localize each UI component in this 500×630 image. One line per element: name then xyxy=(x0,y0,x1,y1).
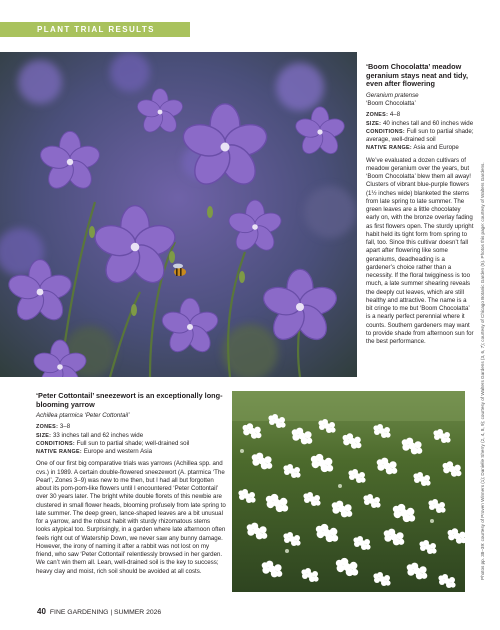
yarrow-range xyxy=(36,448,226,456)
yarrow-photo-art xyxy=(232,391,465,592)
yarrow-conditions-label: CONDITIONS: xyxy=(36,440,75,447)
yarrow-conditions-value: Full sun to partial shade; well-drained soil xyxy=(76,439,190,447)
section-banner-label: PLANT TRIAL RESULTS xyxy=(37,25,155,34)
publication-line: FINE GARDENING | SUMMER 2026 xyxy=(49,609,162,616)
geranium-body-text: We’ve evaluated a dozen cultivars of meadow geranium over the years, but ‘Boom Chocolatta’ blew them all away! Clusters of vibrant blue-purple flowers (1½ inches wide) blanketed the stems from late spring to late summer. The green leaves are a little chocolatey early on, with the bronze overlay fading as first flowers open. The sturdy upright habit held its tight form from spring to fall, too. Since this cultivar doesn’t fall apart after flowering like some geraniums, deadheading is a gardener’s choice rather than a necessity. If the floral twigginess is too much, a late summer shearing reveals the deeply cut leaves, which are still healthy and attractive. The name is a bit cringe to me but ‘Boom Chocolatta’ is a nearly perfect perennial where it counts. Southern gardeners may want to provide shade from afternoon sun for the best performance. xyxy=(366,156,474,346)
photo-credit: Photos pp. 38–39: courtesy of Proven Winners (1); Danielle Sherry (2, 4, 8, 9); courtesy of Walters Gardens (3, 6, 7); courtesy of Chicago Botanic Garden (5). Photos this page: courtesy of Walters Gardens. xyxy=(480,162,485,580)
page-folio xyxy=(37,607,161,616)
geranium-cultivar-name: ‘Boom Chocolatta’ xyxy=(366,100,416,108)
geranium-article xyxy=(366,63,474,346)
yarrow-zones-label: ZONES: xyxy=(36,424,59,431)
geranium-photo-art xyxy=(0,52,357,377)
yarrow-photo xyxy=(232,391,465,592)
geranium-size xyxy=(366,120,474,128)
page-number: 40 xyxy=(37,607,46,616)
geranium-zones xyxy=(366,111,474,119)
geranium-conditions-value: Full sun to partial shade; average, well-drained soil xyxy=(366,127,474,144)
geranium-size-label: SIZE: xyxy=(366,120,382,127)
geranium-range-value: Asia and Europe xyxy=(413,144,459,152)
yarrow-specs xyxy=(36,423,226,456)
geranium-zones-label: ZONES: xyxy=(366,112,389,119)
yarrow-article xyxy=(36,392,226,576)
yarrow-size-label: SIZE: xyxy=(36,432,52,439)
yarrow-range-label: NATIVE RANGE: xyxy=(36,449,83,456)
yarrow-zones-value: 3–8 xyxy=(59,423,71,431)
geranium-range xyxy=(366,144,474,152)
section-banner xyxy=(0,22,190,37)
yarrow-conditions xyxy=(36,440,226,448)
yarrow-latin-name: Achillea ptarmica ‘Peter Cottontail’ xyxy=(36,412,130,420)
geranium-specs xyxy=(366,111,474,152)
yarrow-headline: ‘Peter Cottontail’ sneezewort is an exceptionally long-blooming yarrow xyxy=(36,391,223,409)
geranium-headline: ‘Boom Chocolatta’ meadow geranium stays neat and tidy, even after flowering xyxy=(366,62,469,89)
geranium-photo xyxy=(0,52,357,377)
yarrow-zones xyxy=(36,423,226,431)
geranium-size-value: 40 inches tall and 60 inches wide xyxy=(383,119,474,127)
geranium-range-label: NATIVE RANGE: xyxy=(366,145,413,152)
geranium-zones-value: 4–8 xyxy=(389,111,401,119)
yarrow-body-text: One of our first big comparative trials was yarrows (Achillea spp. and cvs.) in 1989. A certain double-flowered sneezewort (A. ptarmica ‘The Pearl’, Zones 3–9) was new to me then, but I had all but forgotten about its pom-pom-like flowers until I encountered ‘Peter Cottontail’ over 30 years later. The bright white double florets of this newbie are clustered in small flower heads, blooming profusely from late spring to late summer. The deep green, lance-shaped leaves are a bit unusual for a yarrow, and the robust habit with sturdy rhizomatous stems looks atypical too. Surprisingly, in a garden where late afternoon often feels right out of Watership Down, we never saw any bunny damage. However, the irony of naming it after a rabbit was not lost on my friend, who saw ‘Peter Cottontail’ relentlessly browsed in her garden. We can’t win them all. Lean, well-drained soil is the key to success; heavy clay and moist, rich soil should be avoided at all costs. xyxy=(36,460,226,575)
yarrow-size xyxy=(36,432,226,440)
yarrow-size-value: 33 inches tall and 62 inches wide xyxy=(53,431,144,439)
geranium-conditions-label: CONDITIONS: xyxy=(366,128,405,135)
geranium-latin-name: Geranium pratense xyxy=(366,91,419,99)
yarrow-range-value: Europe and western Asia xyxy=(83,448,153,456)
geranium-conditions xyxy=(366,128,474,145)
